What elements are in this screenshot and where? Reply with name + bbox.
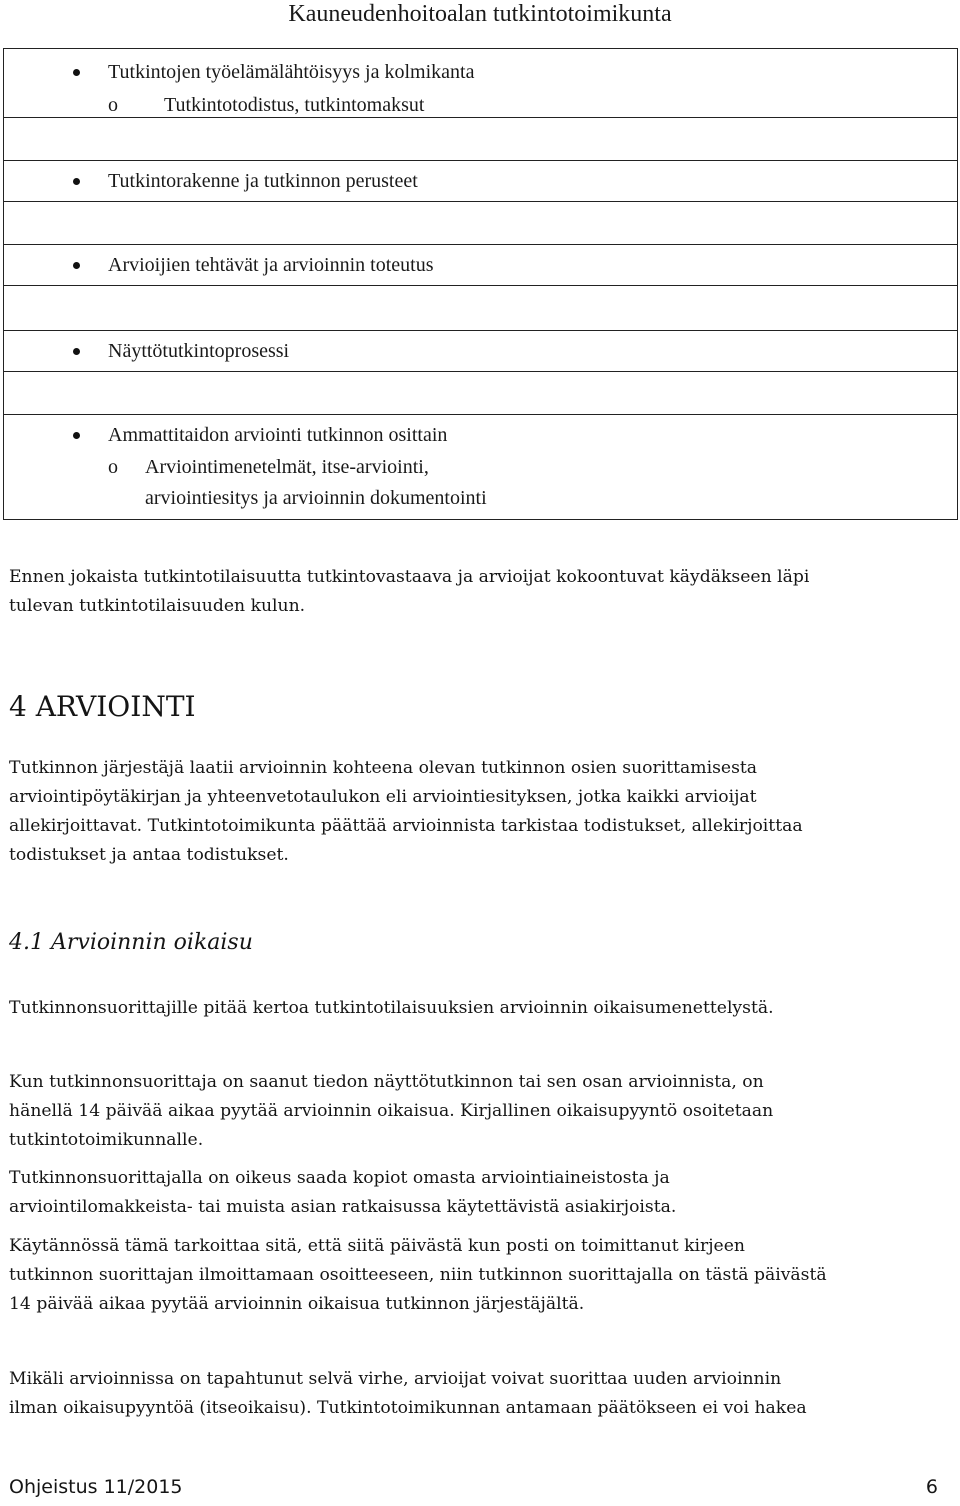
table-row [4,372,958,415]
sub-item: Tutkintotodistus, tutkintomaksut [164,94,425,116]
subsection-paragraph-2: Kun tutkinnonsuorittaja on saanut tiedon näyttötutkinnon tai sen osan arvioinnista, on hänellä 14 päivää aikaa pyytää arvioinnin oikaisua. Kirjallinen oikaisupyyntö osoitetaan tutkintotoimikunnalle. [9,1072,774,1150]
subsection-paragraph-4: Käytännössä tämä tarkoittaa sitä, että siitä päivästä kun posti on toimittanut kirjeen tutkinnon suorittajan ilmoittamaan osoitteeseen, niin tutkinnon suorittajalla on tästä päivästä 14 päivää aikaa pyytää arvioinnin oikaisua tutkinnon järjestäjältä. [9,1236,827,1314]
table-row [4,286,958,331]
sub-item: Arviointimenetelmät, itse-arviointi, [145,456,429,478]
bullet-icon [73,348,80,355]
subsection-paragraph-1: Tutkinnonsuorittajille pitää kertoa tutkintotilaisuuksien arvioinnin oikaisumenettelystä. [9,998,774,1018]
subsection-paragraph-5: Mikäli arvioinnissa on tapahtunut selvä virhe, arvioijat voivat suorittaa uuden arvioinnin ilman oikaisupyyntöä (itseoikaisu). Tutkintotoimikunnan antamaan päätökseen ei voi hakea [9,1369,807,1418]
table-row [4,118,958,161]
table-row [4,331,958,372]
sub-marker: o [108,94,118,116]
table-row [4,415,958,520]
intro-paragraph: Ennen jokaista tutkintotilaisuutta tutkintovastaava ja arvioijat kokoontuvat käydäkseen läpi tulevan tutkintotilaisuuden kulun. [9,567,810,616]
bullet-icon [73,262,80,269]
bullet-item: Tutkintojen työelämälähtöisyys ja kolmikanta [108,61,475,83]
sub-item-continuation: arviointiesitys ja arvioinnin dokumentointi [145,487,487,509]
table-row [4,49,958,118]
bullet-item: Ammattitaidon arviointi tutkinnon osittain [108,424,448,446]
bullet-icon [73,432,80,439]
bullet-icon [73,69,80,76]
section-heading: 4 ARVIOINTI [9,690,196,723]
section-paragraph: Tutkinnon järjestäjä laatii arvioinnin kohteena olevan tutkinnon osien suorittamisesta arviointipöytäkirjan ja yhteenvetotaulukon eli arviointiesityksen, jotka kaikki arvioijat allekirjoittavat. Tutkintotoimikunta päättää arvioinnista tarkistaa todistukset, allekirjoittaa todistukset ja antaa todistukset. [9,758,803,865]
table-row [4,245,958,286]
bullet-icon [73,178,80,185]
bullet-item: Arvioijien tehtävät ja arvioinnin toteutus [108,254,434,276]
bullet-item: Näyttötutkintoprosessi [108,340,290,362]
subsection-heading: 4.1 Arvioinnin oikaisu [9,930,253,955]
table-row [4,161,958,202]
subsection-paragraph-3: Tutkinnonsuorittajalla on oikeus saada kopiot omasta arviointiaineistosta ja arviointilomakkeista- tai muista asian ratkaisussa käytettävistä asiakirjoista. [9,1168,677,1217]
sub-marker: o [108,456,118,478]
page-header-title: Kauneudenhoitoalan tutkintotoimikunta [288,1,672,27]
footer-label: Ohjeistus 11/2015 [9,1476,183,1498]
page-number: 6 [925,1476,938,1498]
topics-table [3,48,958,520]
bullet-item: Tutkintorakenne ja tutkinnon perusteet [108,170,418,192]
table-row [4,202,958,245]
